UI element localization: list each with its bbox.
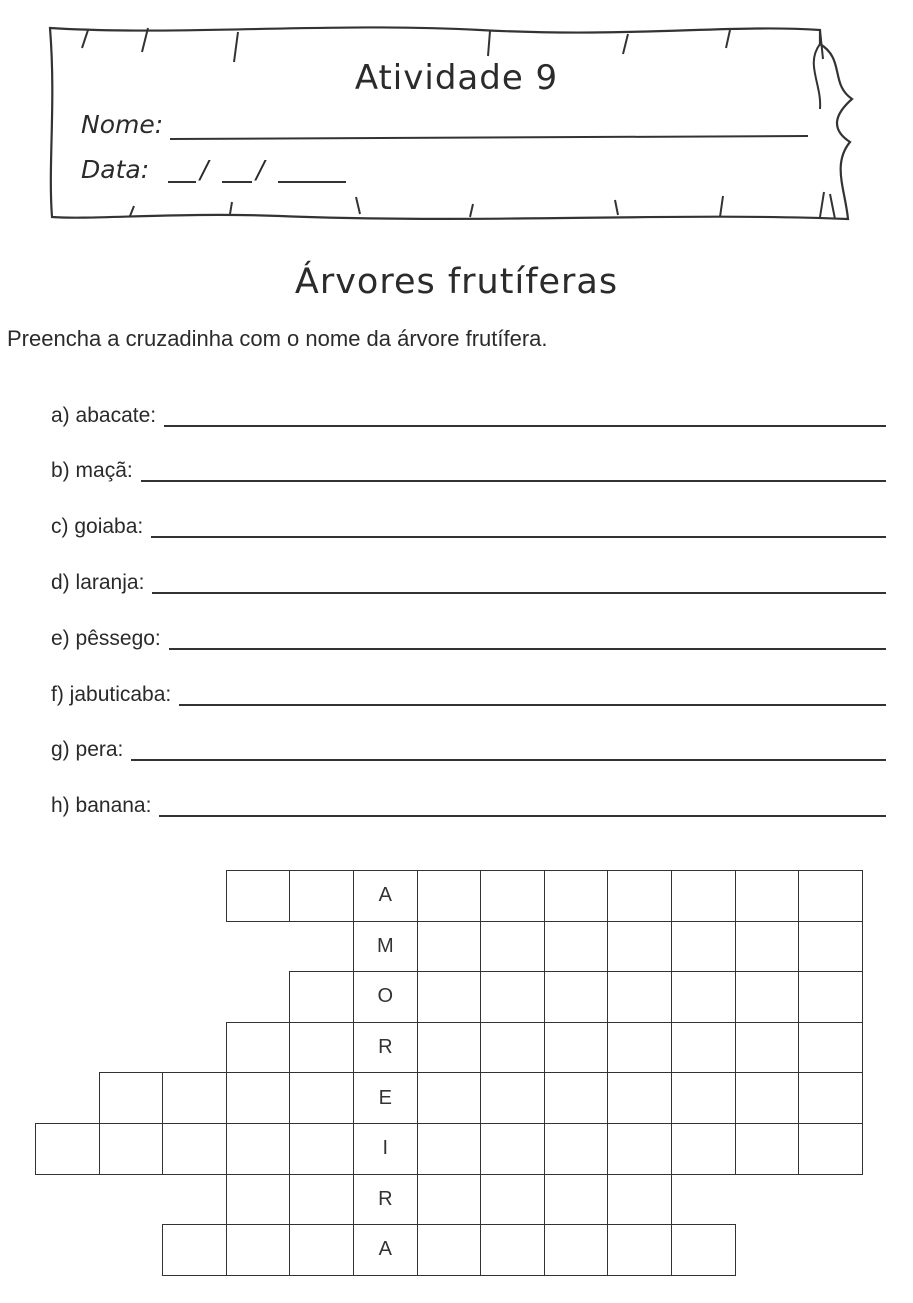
crossword-cell[interactable] bbox=[671, 921, 736, 973]
crossword-cell[interactable] bbox=[798, 1072, 863, 1124]
answer-item bbox=[51, 789, 886, 819]
answer-label: a) abacate: bbox=[51, 404, 157, 427]
answer-item bbox=[51, 622, 886, 652]
crossword-cell[interactable] bbox=[35, 1123, 100, 1175]
crossword-cell[interactable] bbox=[735, 921, 800, 973]
crossword-cell[interactable] bbox=[607, 1072, 672, 1124]
crossword-cell[interactable] bbox=[226, 1072, 291, 1124]
answer-label: h) banana: bbox=[51, 794, 152, 817]
crossword-cell[interactable] bbox=[798, 870, 863, 922]
crossword-cell[interactable] bbox=[226, 870, 291, 922]
crossword-cell[interactable] bbox=[607, 1022, 672, 1074]
crossword-key-cell: E bbox=[353, 1072, 418, 1124]
crossword-cell[interactable] bbox=[99, 1123, 164, 1175]
answer-item bbox=[51, 566, 886, 596]
crossword-cell[interactable] bbox=[607, 971, 672, 1023]
date-slash-1: / bbox=[200, 155, 209, 184]
crossword-cell[interactable] bbox=[417, 1072, 482, 1124]
answer-line[interactable] bbox=[141, 480, 886, 482]
crossword-cell[interactable] bbox=[417, 870, 482, 922]
crossword-cell[interactable] bbox=[162, 1123, 227, 1175]
answer-line[interactable] bbox=[131, 759, 886, 761]
crossword-cell[interactable] bbox=[671, 870, 736, 922]
answer-line[interactable] bbox=[169, 648, 886, 650]
crossword-cell[interactable] bbox=[162, 1224, 227, 1276]
crossword-cell[interactable] bbox=[735, 971, 800, 1023]
crossword-cell[interactable] bbox=[289, 971, 354, 1023]
crossword-cell[interactable] bbox=[480, 971, 545, 1023]
crossword-cell[interactable] bbox=[544, 921, 609, 973]
section-title: Árvores frutíferas bbox=[294, 262, 619, 302]
answer-line[interactable] bbox=[179, 704, 886, 706]
crossword-cell[interactable] bbox=[798, 1022, 863, 1074]
crossword-cell[interactable] bbox=[607, 1224, 672, 1276]
answer-label: d) laranja: bbox=[51, 571, 145, 594]
answer-label: e) pêssego: bbox=[51, 627, 161, 650]
crossword-key-cell: R bbox=[353, 1174, 418, 1226]
crossword-key-cell: R bbox=[353, 1022, 418, 1074]
answer-label: c) goiaba: bbox=[51, 515, 144, 538]
crossword-cell[interactable] bbox=[480, 1174, 545, 1226]
crossword-cell[interactable] bbox=[607, 921, 672, 973]
crossword-cell[interactable] bbox=[735, 870, 800, 922]
crossword-cell[interactable] bbox=[417, 921, 482, 973]
crossword-cell[interactable] bbox=[671, 1072, 736, 1124]
crossword-cell[interactable] bbox=[289, 1123, 354, 1175]
crossword-cell[interactable] bbox=[544, 1072, 609, 1124]
answer-item bbox=[51, 399, 886, 429]
instruction-text: Preencha a cruzadinha com o nome da árvore frutífera. bbox=[7, 326, 548, 351]
answer-label: b) maçã: bbox=[51, 459, 133, 482]
answer-item bbox=[51, 454, 886, 484]
crossword-cell[interactable] bbox=[480, 1123, 545, 1175]
answer-item bbox=[51, 733, 886, 763]
crossword-key-cell: A bbox=[353, 1224, 418, 1276]
crossword-cell[interactable] bbox=[289, 1022, 354, 1074]
crossword-key-cell: M bbox=[353, 921, 418, 973]
crossword-cell[interactable] bbox=[607, 1174, 672, 1226]
crossword-cell[interactable] bbox=[289, 1174, 354, 1226]
crossword-cell[interactable] bbox=[480, 1022, 545, 1074]
crossword-cell[interactable] bbox=[417, 1022, 482, 1074]
crossword-cell[interactable] bbox=[480, 870, 545, 922]
crossword-cell[interactable] bbox=[671, 1022, 736, 1074]
crossword-cell[interactable] bbox=[544, 1224, 609, 1276]
crossword-cell[interactable] bbox=[226, 1174, 291, 1226]
activity-title: Atividade 9 bbox=[354, 58, 559, 98]
crossword-cell[interactable] bbox=[480, 1224, 545, 1276]
answer-label: g) pera: bbox=[51, 738, 124, 761]
crossword-cell[interactable] bbox=[544, 1123, 609, 1175]
crossword-cell[interactable] bbox=[289, 870, 354, 922]
crossword-cell[interactable] bbox=[735, 1072, 800, 1124]
crossword-cell[interactable] bbox=[607, 1123, 672, 1175]
crossword-cell[interactable] bbox=[226, 1123, 291, 1175]
crossword-cell[interactable] bbox=[162, 1072, 227, 1124]
crossword-cell[interactable] bbox=[607, 870, 672, 922]
crossword-key-cell: O bbox=[353, 971, 418, 1023]
crossword-cell[interactable] bbox=[289, 1072, 354, 1124]
answer-line[interactable] bbox=[159, 815, 886, 817]
crossword-cell[interactable] bbox=[735, 1022, 800, 1074]
crossword-key-cell: A bbox=[353, 870, 418, 922]
answer-label: f) jabuticaba: bbox=[51, 683, 172, 706]
crossword-cell[interactable] bbox=[798, 921, 863, 973]
crossword-cell[interactable] bbox=[735, 1123, 800, 1175]
date-label: Data: bbox=[81, 155, 150, 184]
crossword-cell[interactable] bbox=[544, 1174, 609, 1226]
crossword-cell[interactable] bbox=[99, 1072, 164, 1124]
crossword-cell[interactable] bbox=[798, 971, 863, 1023]
answer-item bbox=[51, 510, 886, 540]
answer-line[interactable] bbox=[151, 536, 886, 538]
crossword-cell[interactable] bbox=[417, 1123, 482, 1175]
crossword-cell[interactable] bbox=[544, 971, 609, 1023]
crossword-cell[interactable] bbox=[480, 1072, 545, 1124]
crossword-cell[interactable] bbox=[226, 1224, 291, 1276]
crossword-cell[interactable] bbox=[417, 1224, 482, 1276]
crossword-cell[interactable] bbox=[798, 1123, 863, 1175]
answer-line[interactable] bbox=[164, 425, 886, 427]
crossword-cell[interactable] bbox=[544, 870, 609, 922]
crossword-cell[interactable] bbox=[544, 1022, 609, 1074]
answer-line[interactable] bbox=[152, 592, 886, 594]
crossword-cell[interactable] bbox=[671, 971, 736, 1023]
date-slash-2: / bbox=[256, 155, 265, 184]
crossword-cell[interactable] bbox=[671, 1123, 736, 1175]
crossword-cell[interactable] bbox=[671, 1224, 736, 1276]
crossword-cell[interactable] bbox=[289, 1224, 354, 1276]
crossword-key-cell: I bbox=[353, 1123, 418, 1175]
crossword-cell[interactable] bbox=[417, 1174, 482, 1226]
crossword-cell[interactable] bbox=[480, 921, 545, 973]
answer-item bbox=[51, 678, 886, 708]
crossword-cell[interactable] bbox=[226, 1022, 291, 1074]
crossword-cell[interactable] bbox=[417, 971, 482, 1023]
name-label: Nome: bbox=[81, 110, 164, 139]
